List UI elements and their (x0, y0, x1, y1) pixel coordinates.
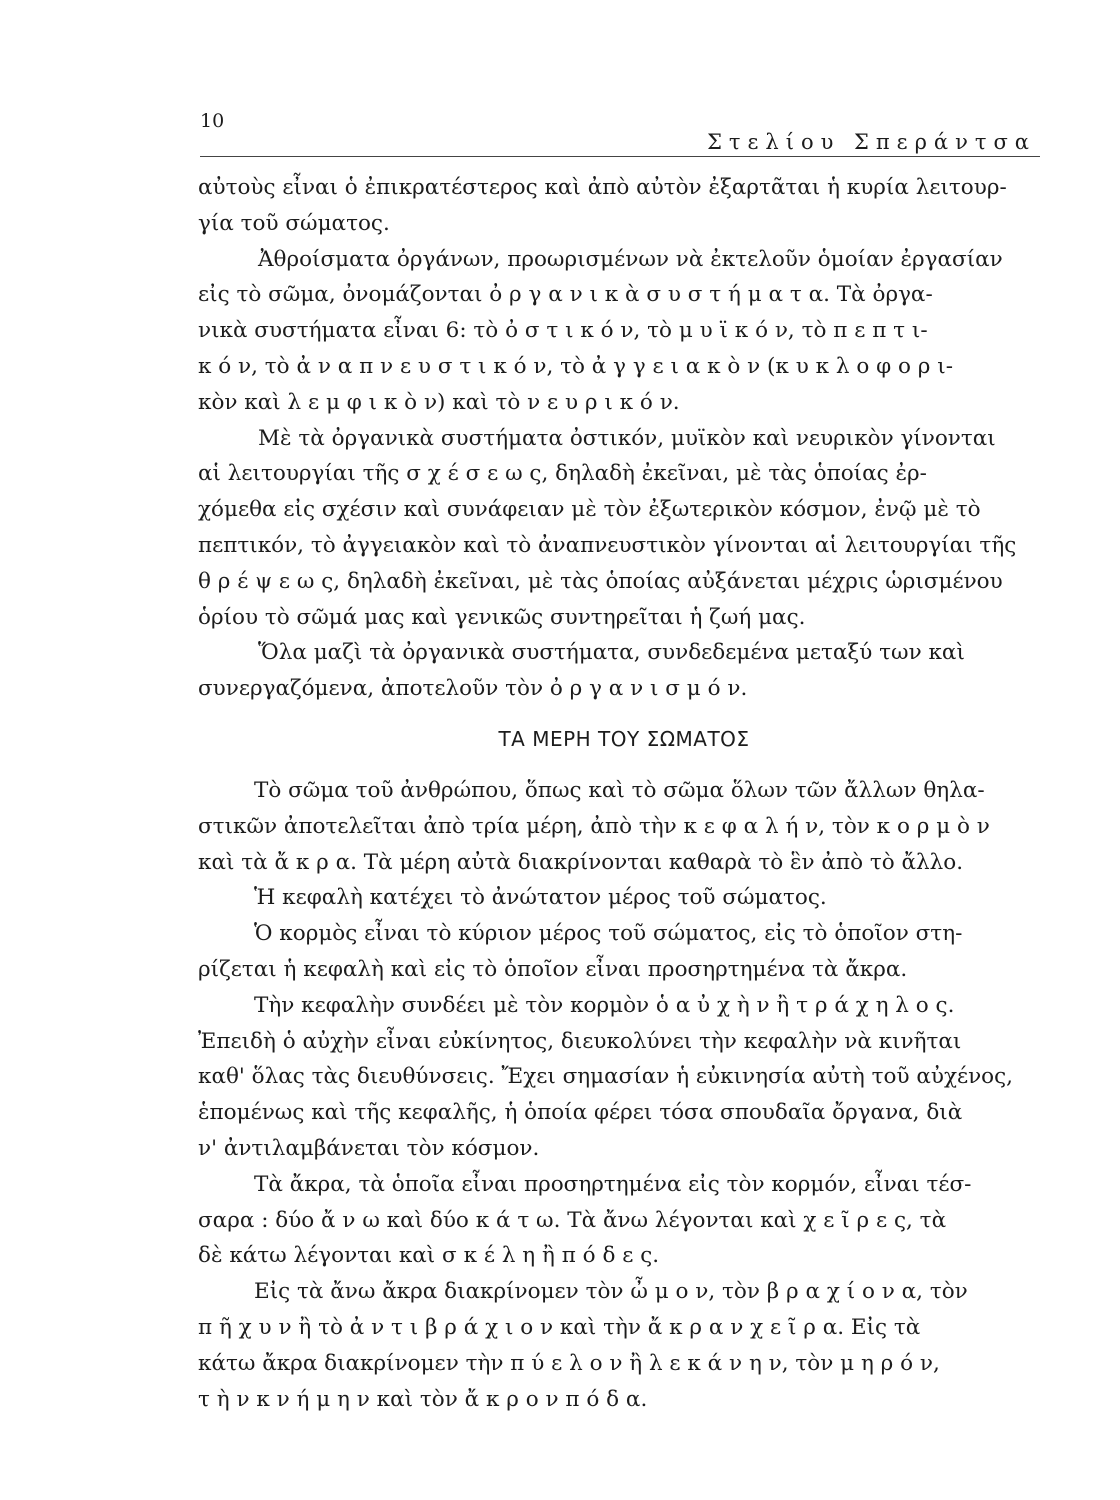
text-line: τ ὴ ν κ ν ή μ η ν καὶ τὸν ἄ κ ρ ο ν π ό δ α. (198, 1386, 648, 1412)
text-line: Μὲ τὰ ὀργανικὰ συστήματα ὀστικόν, μυϊκὸν καὶ νευρικὸν γίνονται (258, 425, 996, 451)
text-line: Ὅλα μαζὶ τὰ ὀργανικὰ συστήματα, συνδεδεμένα μεταξύ των καὶ (258, 640, 965, 666)
text-line: χόμεθα εἰς σχέσιν καὶ συνάφειαν μὲ τὸν ἐξωτερικὸν κόσμον, ἐνῷ μὲ τὸ (198, 497, 981, 523)
text-line: ἑπομένως καὶ τῆς κεφαλῆς, ἡ ὁποία φέρει τόσα σπουδαῖα ὄργανα, διὰ (198, 1100, 963, 1126)
text-line: πεπτικόν, τὸ ἀγγειακὸν καὶ τὸ ἀναπνευστικὸν γίνονται αἱ λειτουργίαι τῆς (198, 532, 1017, 558)
text-line: Ἐπειδὴ ὁ αὐχὴν εἶναι εὐκίνητος, διευκολύνει τὴν κεφαλὴν νὰ κινῆται (198, 1028, 962, 1054)
text-line: ν' ἀντιλαμβάνεται τὸν κόσμον. (198, 1135, 540, 1161)
text-line: π ῆ χ υ ν ἢ τὸ ἀ ν τ ι β ρ ά χ ι ο ν καὶ τὴν ἄ κ ρ α ν χ ε ῖ ρ α. Εἰς τὰ (198, 1314, 921, 1340)
text-line: αἱ λειτουργίαι τῆς σ χ έ σ ε ω ς, δηλαδὴ ἐκεῖναι, μὲ τὰς ὁποίας ἐρ- (198, 461, 927, 487)
text-line: κ ό ν, τὸ ἀ ν α π ν ε υ σ τ ι κ ό ν, τὸ ἀ γ γ ε ι α κ ὸ ν (κ υ κ λ ο φ ο ρ ι- (198, 353, 953, 379)
running-title: Στελίου Σπεράντσα (707, 130, 1036, 154)
text-line: νικὰ συστήματα εἶναι 6: τὸ ὀ σ τ ι κ ό ν, τὸ μ υ ϊ κ ό ν, τὸ π ε π τ ι- (198, 318, 928, 344)
text-line: Ὁ κορμὸς εἶναι τὸ κύριον μέρος τοῦ σώματος, εἰς τὸ ὁποῖον στη- (254, 921, 963, 947)
text-line: συνεργαζόμενα, ἀποτελοῦν τὸν ὀ ρ γ α ν ι σ μ ό ν. (198, 676, 748, 702)
text-line: σαρα : δύο ἄ ν ω καὶ δύο κ ά τ ω. Τὰ ἄνω λέγονται καὶ χ ε ῖ ρ ε ς, τὰ (198, 1207, 947, 1233)
text-line: κὸν καὶ λ ε μ φ ι κ ὸ ν) καὶ τὸ ν ε υ ρ ι κ ό ν. (198, 389, 680, 415)
text-line: στικῶν ἀποτελεῖται ἀπὸ τρία μέρη, ἀπὸ τὴν κ ε φ α λ ή ν, τὸν κ ο ρ μ ὸ ν (198, 813, 990, 839)
section-heading: ΤΑ ΜΕΡΗ ΤΟΥ ΣΩΜΑΤΟΣ (498, 726, 750, 751)
text-line: ὁρίου τὸ σῶμά μας καὶ γενικῶς συντηρεῖται ἡ ζωή μας. (198, 604, 806, 630)
text-line: κάτω ἄκρα διακρίνομεν τὴν π ύ ε λ ο ν ἢ λ ε κ ά ν η ν, τὸν μ η ρ ό ν, (198, 1350, 940, 1376)
text-line: δὲ κάτω λέγονται καὶ σ κ έ λ η ἢ π ό δ ε ς. (198, 1243, 660, 1269)
text-line: καθ' ὅλας τὰς διευθύνσεις. Ἔχει σημασίαν ἡ εὐκινησία αὐτὴ τοῦ αὐχένος, (198, 1064, 1013, 1090)
text-line: θ ρ έ ψ ε ω ς, δηλαδὴ ἐκεῖναι, μὲ τὰς ὁποίας αὐξάνεται μέχρις ὡρισμένου (198, 568, 1003, 594)
text-line: Εἰς τὰ ἄνω ἄκρα διακρίνομεν τὸν ὦ μ ο ν, τὸν β ρ α χ ί ο ν α, τὸν (254, 1279, 968, 1305)
text-line: γία τοῦ σώματος. (198, 210, 390, 236)
text-line: Τὸ σῶμα τοῦ ἀνθρώπου, ὅπως καὶ τὸ σῶμα ὅλων τῶν ἄλλων θηλα- (254, 777, 985, 803)
text-line: Τὰ ἄκρα, τὰ ὁποῖα εἶναι προσηρτημένα εἰς τὸν κορμόν, εἶναι τέσ- (254, 1171, 972, 1197)
text-line: ρίζεται ἡ κεφαλὴ καὶ εἰς τὸ ὁποῖον εἶναι προσηρτημένα τὰ ἄκρα. (198, 956, 908, 982)
page-number: 10 (200, 110, 225, 132)
text-line: εἰς τὸ σῶμα, ὀνομάζονται ὀ ρ γ α ν ι κ ὰ σ υ σ τ ή μ α τ α. Τὰ ὀργα- (198, 282, 933, 308)
body-text (198, 170, 1050, 1417)
text-line: αὐτοὺς εἶναι ὁ ἐπικρατέστερος καὶ ἀπὸ αὐτὸν ἐξαρτᾶται ἡ κυρία λειτουρ- (198, 175, 1007, 200)
text-line: Τὴν κεφαλὴν συνδέει μὲ τὸν κορμὸν ὁ α ὐ χ ὴ ν ἢ τ ρ ά χ η λ ο ς. (254, 992, 955, 1018)
text-line: Ἀθροίσματα ὀργάνων, προωρισμένων νὰ ἐκτελοῦν ὁμοίαν ἐργασίαν (258, 246, 1003, 272)
text-line: Ἡ κεφαλὴ κατέχει τὸ ἀνώτατον μέρος τοῦ σώματος. (254, 885, 827, 911)
page-header (200, 108, 1040, 157)
text-line: καὶ τὰ ἄ κ ρ α. Τὰ μέρη αὐτὰ διακρίνονται καθαρὰ τὸ ἓν ἀπὸ τὸ ἄλλο. (198, 849, 964, 875)
